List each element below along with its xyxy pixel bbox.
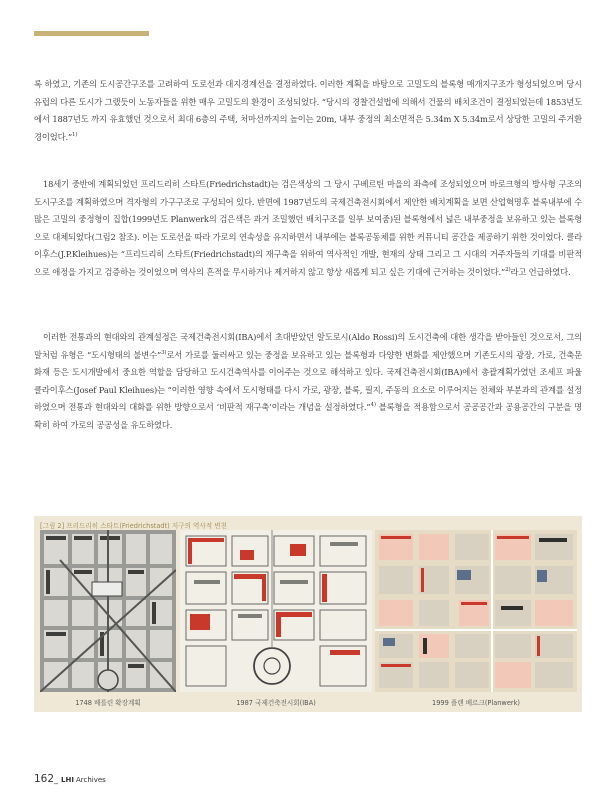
folio-separator: _ [54, 775, 59, 784]
paragraph-3-mid: 로서 가로를 둘러싸고 있는 중정을 보유하고 있는 블록형과 다양한 변화를 제안했으며 기존도시의 광장, 가로, 건축문화재 등은 도시개발에서 중요한 역할을 담당하고 도시건축역사를 이어주는 것으로 해석하고 있다. 국제건축전시회(IBA)에서 총괄계획가였던 조세프 파울 클라이후스(Josef Paul Kleihues)는 “이러한 영향 속에서 도시형태를 다시 가로, 광장, 블록, 필지, 주동의 요소로 이루어지는 전체와 부분과의 관계를 설정하였으며 전통과 현대와의 대화를 위한 방향으로서 ‘비판적 재구축’이라는 개념을 설정하였다.” [34, 349, 582, 413]
map-1748-plan [40, 530, 176, 692]
map-1987-drawing [180, 530, 372, 692]
paragraph-2-text: 18세기 중반에 계획되었던 프리드리히 스타트(Friedrichstadt)는 검은색상의 그 당시 구베르틴 마을의 좌측에 조성되었으며 바로크형의 방사형 구조의 도시구조를 계획하였으며 격자형의 가구구조로 구성되어 있다. 반면에 1987년도의 국제건축전시회에서 제안한 배치계획을 보면 산업혁명후 블록내부에 수많은 고밀의 중정형이 집합(1999년도 Planwerk의 검은색은 과거 조밀했던 배치구조를 일부 보여줌)된 블록형에서 넓은 내부중정을 보유하고 있는 블록형으로 대체되었다(그림2 참조). 이는 도로선을 따라 가로의 연속성을 유지하면서 내부에는 블록공동체를 위한 커뮤니티 공간을 제공하기 위한 것이었다. 클라이후스(J.P.Kleihues)는 “프리드리히 스타트(Friedrichstadt)의 재구축을 위하여 역사적인 개발, 현재의 상태 그리고 그 시대의 거주자들의 기대를 비판적으로 애정을 가지고 검증하는 것이었으며 역사의 흔적을 무시하거나 제거하지 않고 항상 새롭게 되고 싶은 기대에 근거하는 것이었다.” [34, 179, 582, 277]
footnote-ref-1[interactable]: 1) [72, 132, 78, 139]
footnote-ref-4[interactable]: 4) [370, 402, 376, 409]
map-1999-planwerk [375, 530, 577, 692]
map-label-1999: 1999 플랜 베르크(Planwerk) [432, 699, 520, 707]
map-label-1748: 1748 베를린 확장계획 [75, 699, 141, 707]
map-1999-drawing [375, 530, 577, 692]
map-label-1987: 1987 국제건축전시회(IBA) [236, 699, 316, 707]
paragraph-3-text: 이러한 전통과의 현대와의 관계설정은 국제건축전시회(IBA)에서 초대받았던 알도로시(Aldo Rossi)의 도시건축에 대한 생각을 받아들인 것으로서, 그의 말처럼 유형은 “도시형태의 불변수” [34, 332, 582, 360]
page-number: 162 [34, 773, 55, 785]
paragraph-1-text: 록 하였고, 기존의 도시공간구조를 고려하여 도로선과 대지경계선을 결정하였다. 이러한 계획을 바탕으로 고밀도의 블록형 매개지구조가 형성되었으며 당시 유럽의 다른 도시가 그랬듯이 노동자들을 위한 매우 고밀도의 환경이 조성되었다. “당시의 경찰건설법에 의해서 건물의 배치조건이 결정되었는데 1853년도에서 1887년도 까지 유효했던 것으로서 최대 6층의 주택, 처마선까지의 높이는 20m, 내부 중정의 최소면적은 5.34m X 5.34m로서 상당한 고밀의 주거환경이었다.” [34, 79, 582, 142]
paragraph-3-tail: 블록형을 적용함으로서 공공공간과 공용공간의 구분을 명확히 하여 가로의 공공성을 유도하였다. [34, 402, 582, 430]
footnote-ref-3[interactable]: 3) [161, 349, 167, 356]
map-1987-iba [180, 530, 372, 692]
body-paragraph-3 [34, 329, 582, 435]
map-1748-drawing [40, 530, 176, 692]
body-paragraph-2 [34, 176, 582, 282]
header-accent-bar [34, 31, 149, 36]
body-paragraph-1 [34, 76, 582, 146]
figure-caption: [그림 2] 프리드리히 스타트(Friedrichstadt) 지구의 역사적 변천 [40, 522, 227, 530]
publication-brand: LHI [61, 776, 74, 784]
page-folio [34, 773, 106, 785]
paragraph-2-tail: 라고 언급하였다. [510, 266, 571, 277]
publication-name: Archives [75, 776, 106, 784]
footnote-ref-2[interactable]: 2) [505, 267, 511, 274]
